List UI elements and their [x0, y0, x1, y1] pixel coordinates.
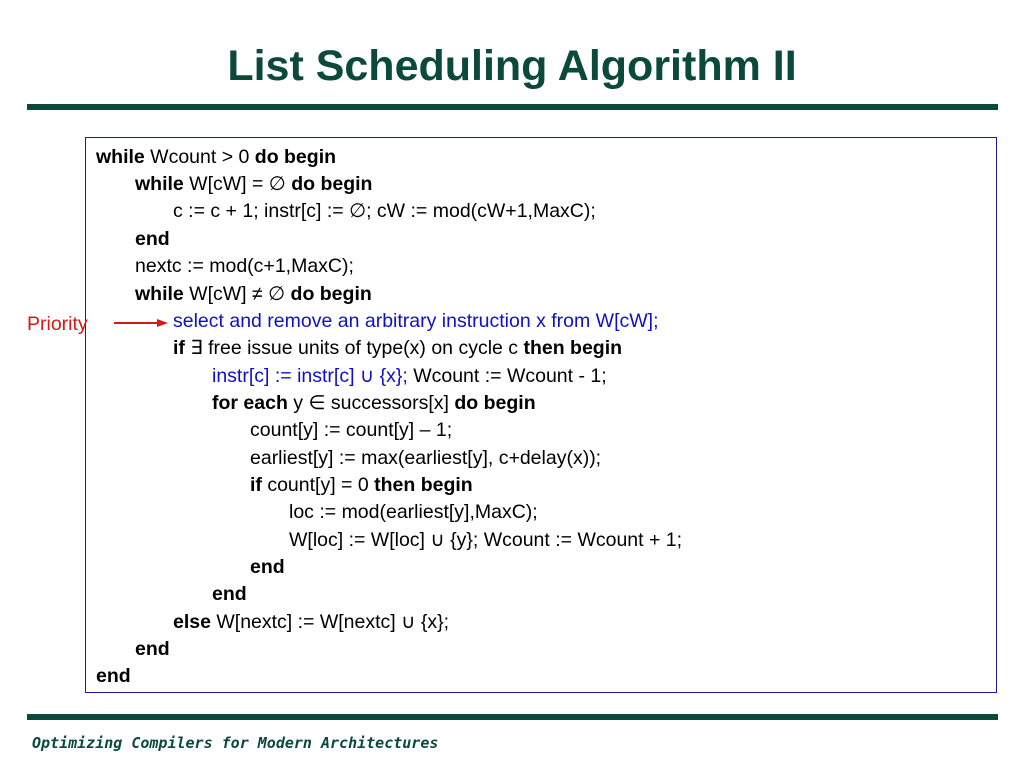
code-line-13: [250, 473, 473, 497]
code-text: select and remove an arbitrary instruction x from W[cW];: [173, 310, 659, 332]
footer-text: Optimizing Compilers for Modern Architectures: [32, 734, 439, 752]
code-text: W[cW] = ∅: [183, 173, 292, 195]
code-line-12: [250, 446, 601, 470]
code-text: earliest[y] := max(earliest[y], c+delay(x));: [250, 447, 602, 469]
code-text: Wcount := Wcount - 1;: [407, 365, 607, 387]
code-line-1: [96, 145, 336, 169]
code-line-20: [96, 664, 131, 688]
code-line-4: [135, 227, 170, 251]
code-line-7-highlighted: [173, 309, 658, 333]
code-text: W[cW] ≠ ∅: [183, 283, 291, 305]
keyword-end: end: [96, 665, 131, 687]
keyword-if: if: [250, 474, 262, 496]
code-line-17: [212, 582, 247, 606]
code-line-8: [173, 336, 622, 360]
priority-label: Priority: [27, 313, 88, 335]
footer-divider: [27, 714, 998, 720]
priority-arrow-icon: [113, 316, 169, 330]
code-line-10: [212, 391, 536, 415]
code-text: loc := mod(earliest[y],MaxC);: [289, 501, 538, 523]
code-line-3: [173, 199, 596, 223]
keyword-do-begin: do begin: [291, 173, 373, 195]
code-line-9: [212, 364, 607, 388]
keyword-while: while: [135, 283, 184, 305]
code-line-18: [173, 610, 449, 634]
keyword-do-begin: do begin: [454, 392, 536, 414]
keyword-while: while: [135, 173, 184, 195]
code-line-11: [250, 418, 452, 442]
keyword-end: end: [135, 228, 170, 250]
code-line-5: [135, 254, 354, 278]
code-line-15: [289, 528, 682, 552]
keyword-else: else: [173, 611, 211, 633]
code-text: count[y] := count[y] – 1;: [250, 419, 453, 441]
title-divider: [27, 104, 998, 110]
keyword-end: end: [250, 556, 285, 578]
code-line-16: [250, 555, 285, 579]
code-text: nextc := mod(c+1,MaxC);: [135, 255, 354, 277]
code-text: y ∈ successors[x]: [287, 392, 455, 414]
slide-title: List Scheduling Algorithm II: [227, 42, 797, 90]
code-line-14: [289, 500, 538, 524]
keyword-then-begin: then begin: [523, 337, 623, 359]
code-text: c := c + 1; instr[c] := ∅; cW := mod(cW+1,MaxC);: [173, 200, 596, 222]
keyword-if: if: [173, 337, 185, 359]
code-text: W[nextc] := W[nextc] ∪ {x};: [210, 611, 450, 633]
code-line-19: [135, 637, 170, 661]
keyword-then-begin: then begin: [374, 474, 473, 496]
code-text: ∃ free issue units of type(x) on cycle c: [184, 337, 524, 359]
code-line-2: [135, 172, 372, 196]
keyword-end: end: [135, 638, 170, 660]
code-text: W[loc] := W[loc] ∪ {y}; Wcount := Wcount + 1;: [289, 529, 683, 551]
code-text: count[y] = 0: [261, 474, 375, 496]
keyword-end: end: [212, 583, 247, 605]
keyword-do-begin: do begin: [254, 146, 337, 168]
code-line-6: [135, 282, 372, 306]
keyword-for-each: for each: [212, 392, 288, 414]
keyword-while: while: [96, 146, 145, 168]
code-text-highlighted: instr[c] := instr[c] ∪ {x};: [212, 365, 408, 387]
keyword-do-begin: do begin: [290, 283, 372, 305]
code-text: Wcount > 0: [144, 146, 255, 168]
